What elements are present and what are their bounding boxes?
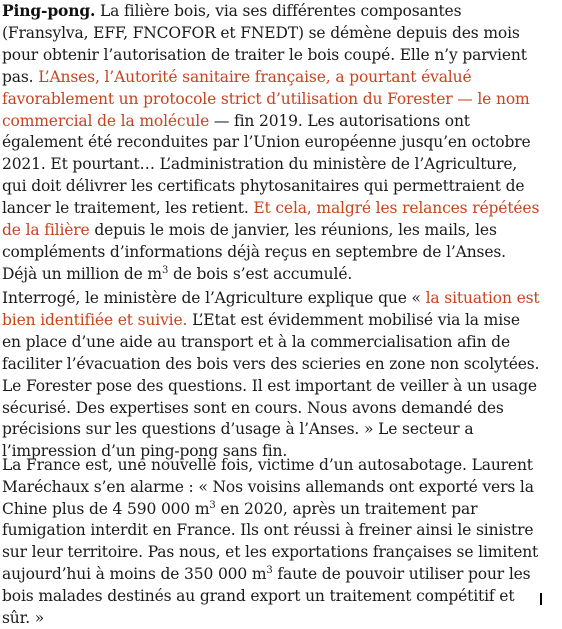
relances-filiere-link[interactable]: Et cela, malgré les relances répétées de la filière <box>2 199 540 240</box>
paragraph-text: La France est, une nouvelle fois, victime d’un autosabotage. Laurent Maréchaux s’en alarme : « Nos voisins allemands ont exporté vers la Chine plus de 4 590 000 m <box>2 456 534 518</box>
situation-suivie-link[interactable]: la situation est bien identifiée et suivie. <box>2 289 540 329</box>
paragraph-ping-pong <box>2 0 540 286</box>
paragraph-text: — fin 2019. Les autorisations ont également été reconduites par l’Union européenne jusqu’en octobre 2021. Et pourtant… L’administration du ministère de l’Agriculture, qui doit délivrer les certificats phytosanitaires qui permettraient de lancer le traitement, les retient. <box>2 111 531 218</box>
superscript: 3 <box>266 564 273 576</box>
paragraph-text: Interrogé, le ministère de l’Agriculture explique que « <box>2 289 426 307</box>
paragraph-lead: Ping-pong. <box>2 1 96 20</box>
paragraph-text: en 2020, après un traitement par fumigation interdit en France. Ils ont réussi à freiner ainsi le sinistre sur leur territoire. Pas nous, et les exportations françaises se limitent aujourd’hui à moins de 350 000 m <box>2 499 539 583</box>
paragraph-text: de bois s’est accumulé. <box>168 264 353 283</box>
paragraph-text: La filière bois, via ses différentes composantes (Fransylva, EFF, FNCOFOR et FNEDT) se démène depuis des mois pour obtenir l’autorisation de traiter le bois coupé. Elle n’y parvient pas. <box>2 2 527 86</box>
text-cursor <box>540 593 542 605</box>
paragraph-autosabotage <box>2 455 540 629</box>
paragraph-text: L’Etat est évidemment mobilisé via la mise en place d’une aide au transport et à la commercialisation afin de faciliter l’évacuation des bois vers des scieries en zone non scolytées. Le Forester pose des questions. Il est important de veiller à un usage sécurisé. Des expertises sont en cours. Nous avons demandé des précisions sur les questions d’usage à l’Anses. » Le secteur a l’impression d’un ping-pong sans fin. <box>2 310 540 461</box>
anses-protocol-link[interactable]: L’Anses, l’Autorité sanitaire française, a pourtant évalué favorablement un protocole strict d’utilisation du Forester — le nom commercial de la molécule <box>2 67 530 130</box>
paragraph-ministere <box>2 288 540 463</box>
paragraph-text: faute de pouvoir utiliser pour les bois malades destinés au grand export un traitement compétitif et sûr. » <box>2 564 531 627</box>
paragraph-text: depuis le mois de janvier, les réunions, les mails, les compléments d’informations déjà reçus en septembre de l’Anses. Déjà un million de m <box>2 221 506 283</box>
superscript: 3 <box>209 499 216 511</box>
superscript: 3 <box>161 264 169 276</box>
